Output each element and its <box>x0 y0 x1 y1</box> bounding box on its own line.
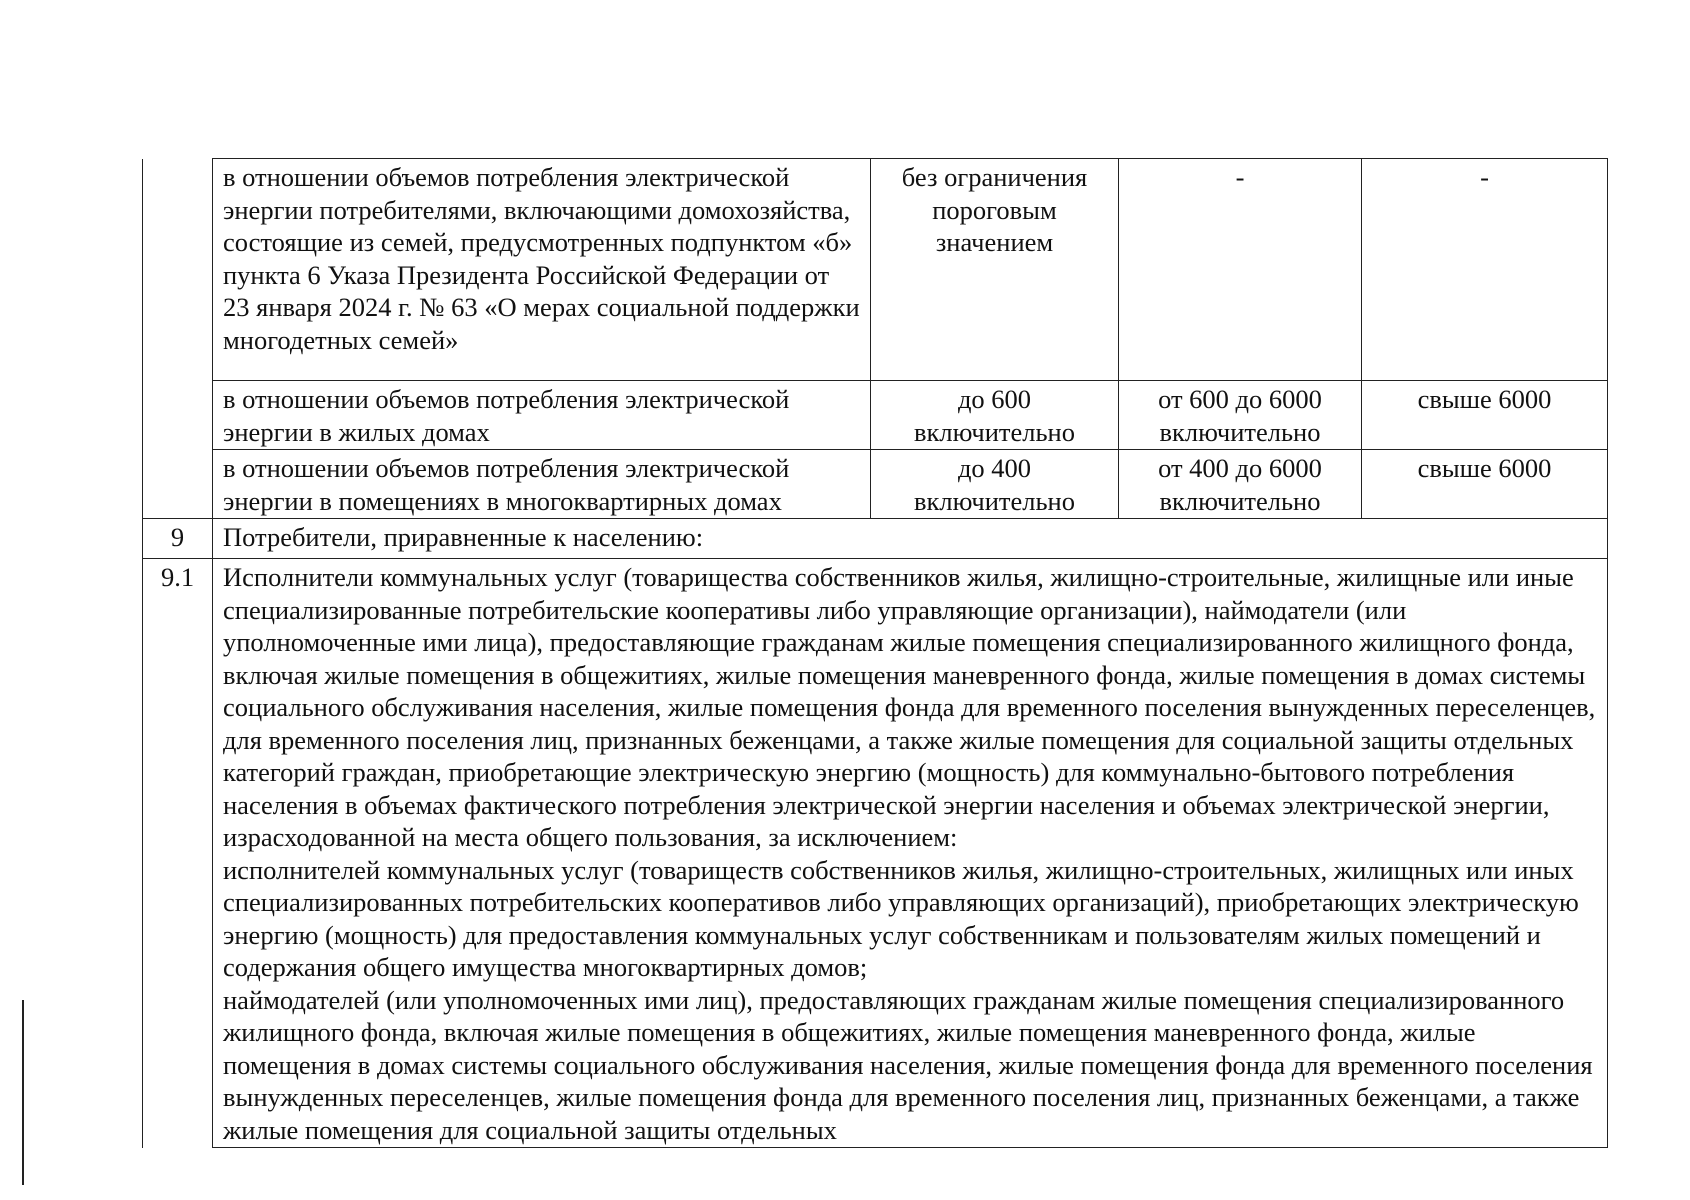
range-cell-2: - <box>1119 159 1362 381</box>
table-row-section-9 <box>143 519 1608 559</box>
range-cell-3: - <box>1362 159 1608 381</box>
range-cell-3: свыше 6000 <box>1362 450 1608 519</box>
table-row-large-families <box>143 159 1608 381</box>
row-description: в отношении объемов потребления электрической энергии в жилых домах <box>213 381 871 450</box>
paragraph: Исполнители коммунальных услуг (товарищества собственников жилья, жилищно-строительные, жилищные или иные специализированные потребительские кооперативы либо управляющие организации), наймодатели (или уполномоченные ими лица), предоставляющие гражданам жилые помещения специализированного жилищного фонда, включая жилые помещения в общежитиях, жилые помещения маневренного фонда, жилые помещения в домах системы социального обслуживания населения, жилые помещения фонда для временного поселения вынужденных переселенцев, для временного поселения лиц, признанных беженцами, а также жилые помещения для социальной защиты отдельных категорий граждан, приобретающие электрическую энергию (мощность) для коммунально-бытового потребления населения в объемах фактического потребления электрической энергии населения и объемах электрической энергии, израсходованной на места общего пользования, за исключением: <box>223 562 1596 852</box>
row-description: в отношении объемов потребления электрической энергии в помещениях в многоквартирных домах <box>213 450 871 519</box>
table-row-houses <box>143 381 1608 450</box>
table-row-section-9-1 <box>143 559 1608 1148</box>
paragraph: наймодателей (или уполномоченных ими лиц), предоставляющих гражданам жилые помещения специализированного жилищного фонда, включая жилые помещения в общежитиях, жилые помещения маневренного фонда, жилые помещения в домах системы социального обслуживания населения, жилые помещения фонда для временного поселения вынужденных переселенцев, жилые помещения фонда для временного поселения лиц, признанных беженцами, а также жилые помещения для социальной защиты отдельных <box>223 984 1593 1145</box>
paragraph: исполнителей коммунальных услуг (товариществ собственников жилья, жилищно-строительных, жилищных или иных специализированных потребительских кооперативов либо управляющих организаций), приобретающих электрическую энергию (мощность) для предоставления коммунальных услуг собственникам и пользователям жилых помещений и содержания общего имущества многоквартирных домов; <box>223 854 1579 982</box>
row-description: в отношении объемов потребления электрической энергии потребителями, включающими домохозяйства, состоящие из семей, предусмотренных подпунктом «б» пункта 6 Указа Президента Российской Федерации от 23 января 2024 г. № 63 «О мерах социальной поддержки многодетных семей» <box>213 159 871 381</box>
tariff-table <box>142 158 1608 1148</box>
scan-edge-mark <box>22 1000 24 1185</box>
row-number: 9 <box>143 519 213 559</box>
row-number-cell <box>143 450 213 519</box>
section-9-1-text <box>213 559 1608 1148</box>
table-row-apartments <box>143 450 1608 519</box>
row-number: 9.1 <box>143 559 213 1148</box>
range-cell-1: до 400 включительно <box>871 450 1119 519</box>
range-cell-1: без ограничения пороговым значением <box>871 159 1119 381</box>
row-number-cell <box>143 159 213 381</box>
range-cell-3: свыше 6000 <box>1362 381 1608 450</box>
section-heading: Потребители, приравненные к населению: <box>213 519 1608 559</box>
range-cell-2: от 600 до 6000 включительно <box>1119 381 1362 450</box>
range-cell-2: от 400 до 6000 включительно <box>1119 450 1362 519</box>
range-cell-1: до 600 включительно <box>871 381 1119 450</box>
row-number-cell <box>143 381 213 450</box>
